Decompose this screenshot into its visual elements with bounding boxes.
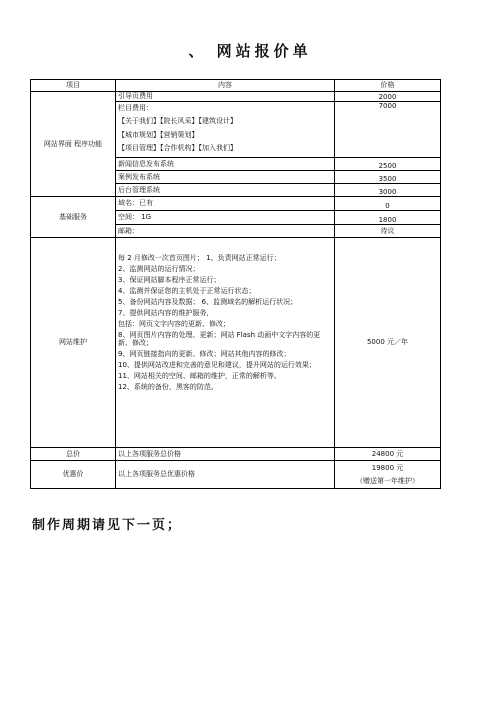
content-line: 8、网页图片内容的处理、更新；网站 Flash 动画中文字内容的更新、修改； (118, 330, 321, 347)
row-price: 7000 (335, 102, 441, 158)
content-line: 7、提供网站内容的维护服务， (118, 308, 214, 317)
row-content (116, 171, 335, 184)
content-line: 每 2 月修改一次首页图片； 1、负责网站正常运行； (118, 253, 281, 262)
total-row (31, 448, 441, 461)
row-content (116, 102, 335, 158)
content-line: 案例发布系统 (118, 172, 160, 181)
price-table (30, 79, 441, 489)
content-line: 5、备份网站内容及数据； 6、监测域名的解析运行状况； (118, 297, 298, 306)
content-line: 引导页费用 (118, 92, 153, 101)
content-line: 域名：已有 (118, 199, 153, 208)
row-price: 1800 (335, 211, 441, 225)
row-price: 2500 (335, 158, 441, 171)
footer-note: 制作周期请见下一页； (32, 518, 183, 533)
row-price: 待议 (335, 225, 441, 238)
row-price: 3500 (335, 171, 441, 184)
header-price: 价格 (335, 80, 441, 92)
content-line: 包括：网页文字内容的更新、修改； (118, 319, 230, 328)
section-item: 基础服务 (31, 197, 116, 238)
discount-row (31, 461, 441, 489)
content-line: 12、系统的备份，黑客的防范。 (118, 383, 218, 392)
content-line: 11、网站相关的空间、邮箱的维护，正常的解析等。 (118, 372, 281, 381)
content-line: 【城市规划】【营销策划】 (118, 130, 199, 139)
discount-label: 优惠价 (31, 461, 116, 489)
discount-price: 19800 元 (371, 464, 404, 473)
content-line: 【项目管理】【合作机构】【加入我们】 (118, 143, 237, 152)
row-content (116, 225, 335, 238)
content-line: 4、监测并保证您的主机处于正常运行状态； (118, 286, 256, 295)
row-price: 2000 (335, 92, 441, 102)
content-line: 新闻信息发布系统 (118, 159, 174, 168)
total-price: 24800 元 (335, 448, 441, 461)
content-line: 邮箱： (118, 226, 139, 235)
total-label: 总价 (31, 448, 116, 461)
content-line: 3、保证网站脚本程序正常运行； (118, 275, 221, 284)
content-line: 后台管理系统 (118, 185, 160, 194)
discount-note: （赠送第一年维护） (356, 476, 419, 485)
row-content (116, 184, 335, 197)
content-line: 9、网页链接指向的更新、修改；网站其他内容的修改； (118, 349, 291, 358)
table-row (31, 197, 441, 211)
row-price: 0 (335, 197, 441, 211)
discount-price-cell (335, 461, 441, 489)
row-content (116, 158, 335, 171)
content-line: 栏目费用： (118, 104, 153, 112)
total-content: 以上各项服务总价格 (116, 448, 335, 461)
content-line: 空间： 1G (118, 213, 152, 222)
header-item: 项目 (31, 80, 116, 92)
table-row (31, 92, 441, 102)
header-content: 内容 (116, 80, 335, 92)
discount-content: 以上各项服务总优惠价格 (116, 461, 335, 489)
content-line: 【关于我们】【院长风采】【建筑设计】 (118, 117, 237, 126)
content-line: 2、监测网站的运行情况； (118, 264, 200, 273)
row-content (116, 211, 335, 225)
maintenance-content (116, 238, 335, 448)
row-price: 3000 (335, 184, 441, 197)
section-item: 网站界面 程序功能 (31, 92, 116, 197)
row-price: 5000 元／年 (335, 238, 441, 448)
table-row (31, 238, 441, 448)
table-header-row (31, 80, 441, 92)
row-content (116, 197, 335, 211)
page-title: 、 网站报价单 (188, 42, 312, 60)
row-content (116, 92, 335, 102)
section-item: 网站维护 (31, 238, 116, 448)
content-line: 10、提供网站改进和完善的意见和建议，提升网站的运行效果； (118, 360, 316, 369)
